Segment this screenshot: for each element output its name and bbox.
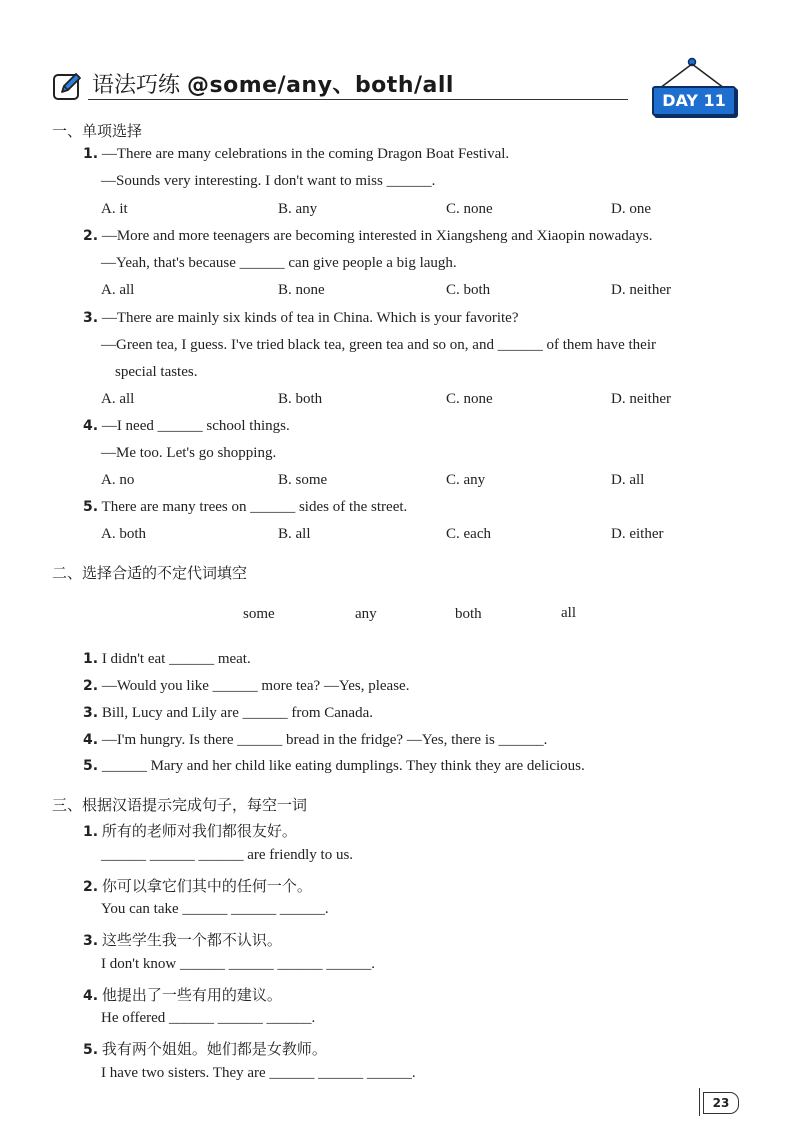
- q2-option-a: A. all: [101, 282, 135, 298]
- pencil-note-icon: [52, 70, 84, 102]
- q1-option-c: C. none: [446, 201, 493, 217]
- page-title-zh: 语法巧练: [92, 73, 187, 98]
- page-title-en: @some/any、both/all: [187, 73, 454, 98]
- q2-option-b: B. none: [278, 282, 325, 298]
- q1-option-b: B. any: [278, 201, 318, 217]
- q1-option-a: A. it: [101, 201, 128, 217]
- translate-item-2-zh: 2. 你可以拿它们其中的任何一个。: [83, 877, 312, 895]
- question-5-line-1: 5. There are many trees on ______ sides of the street.: [83, 499, 408, 515]
- translate-item-3-zh: 3. 这些学生我一个都不认识。: [83, 931, 282, 949]
- page-number: 23: [703, 1092, 739, 1114]
- question-3-line-2: —Green tea, I guess. I've tried black tea, green tea and so on, and ______ of them have their: [101, 337, 656, 353]
- question-2-line-2: —Yeah, that's because ______ can give people a big laugh.: [101, 255, 457, 271]
- question-2-line-1: 2. —More and more teenagers are becoming interested in Xiangsheng and Xiaopin nowadays.: [83, 228, 653, 244]
- q4-option-c: C. any: [446, 472, 486, 488]
- day-badge: DAY 11: [652, 86, 736, 116]
- translate-item-5-en: I have two sisters. They are ______ ______ ______.: [101, 1065, 416, 1081]
- q5-option-a: A. both: [101, 526, 146, 542]
- question-4-line-2: —Me too. Let's go shopping.: [101, 445, 277, 461]
- fill-item-5: 5. ______ Mary and her child like eating dumplings. They think they are delicious.: [83, 758, 585, 774]
- page-number-tick: [699, 1088, 700, 1116]
- q4-option-a: A. no: [101, 472, 135, 488]
- translate-item-1-en: ______ ______ ______ are friendly to us.: [101, 847, 354, 863]
- q5-option-d: D. either: [611, 526, 664, 542]
- question-4-line-1: 4. —I need ______ school things.: [83, 418, 290, 434]
- word-bank-all: all: [561, 605, 576, 621]
- section-2-heading: 二、选择合适的不定代词填空: [52, 564, 248, 582]
- fill-item-3: 3. Bill, Lucy and Lily are ______ from Canada.: [83, 705, 373, 721]
- q4-option-b: B. some: [278, 472, 328, 488]
- title-underline: [88, 99, 628, 100]
- question-1-line-2: —Sounds very interesting. I don't want to miss ______.: [101, 173, 436, 189]
- word-bank-some: some: [243, 606, 275, 622]
- q3-option-a: A. all: [101, 391, 135, 407]
- day-badge-sign: [646, 56, 738, 118]
- translate-item-4-zh: 4. 他提出了一些有用的建议。: [83, 986, 282, 1004]
- q5-option-c: C. each: [446, 526, 491, 542]
- question-1-line-1: 1. —There are many celebrations in the coming Dragon Boat Festival.: [83, 146, 510, 162]
- q3-option-c: C. none: [446, 391, 493, 407]
- q4-option-d: D. all: [611, 472, 645, 488]
- fill-item-4: 4. —I'm hungry. Is there ______ bread in the fridge? —Yes, there is ______.: [83, 732, 548, 748]
- question-3-line-3: special tastes.: [115, 364, 198, 380]
- translate-item-2-en: You can take ______ ______ ______.: [101, 901, 329, 917]
- q5-option-b: B. all: [278, 526, 311, 542]
- fill-item-2: 2. —Would you like ______ more tea? —Yes, please.: [83, 678, 410, 694]
- translate-item-3-en: I don't know ______ ______ ______ ______.: [101, 956, 375, 972]
- translate-item-5-zh: 5. 我有两个姐姐。她们都是女教师。: [83, 1040, 327, 1058]
- word-bank-both: both: [455, 606, 482, 622]
- fill-item-1: 1. I didn't eat ______ meat.: [83, 651, 251, 667]
- q3-option-d: D. neither: [611, 391, 671, 407]
- q3-option-b: B. both: [278, 391, 323, 407]
- page-title: [92, 68, 454, 99]
- translate-item-4-en: He offered ______ ______ ______.: [101, 1010, 316, 1026]
- section-3-heading: 三、根据汉语提示完成句子，每空一词: [52, 796, 308, 814]
- section-1-heading: 一、单项选择: [52, 122, 143, 140]
- hanging-string-icon: [646, 56, 738, 90]
- q2-option-d: D. neither: [611, 282, 671, 298]
- question-3-line-1: 3. —There are mainly six kinds of tea in China. Which is your favorite?: [83, 310, 519, 326]
- word-bank-any: any: [355, 606, 377, 622]
- q2-option-c: C. both: [446, 282, 491, 298]
- q1-option-d: D. one: [611, 201, 651, 217]
- translate-item-1-zh: 1. 所有的老师对我们都很友好。: [83, 822, 297, 840]
